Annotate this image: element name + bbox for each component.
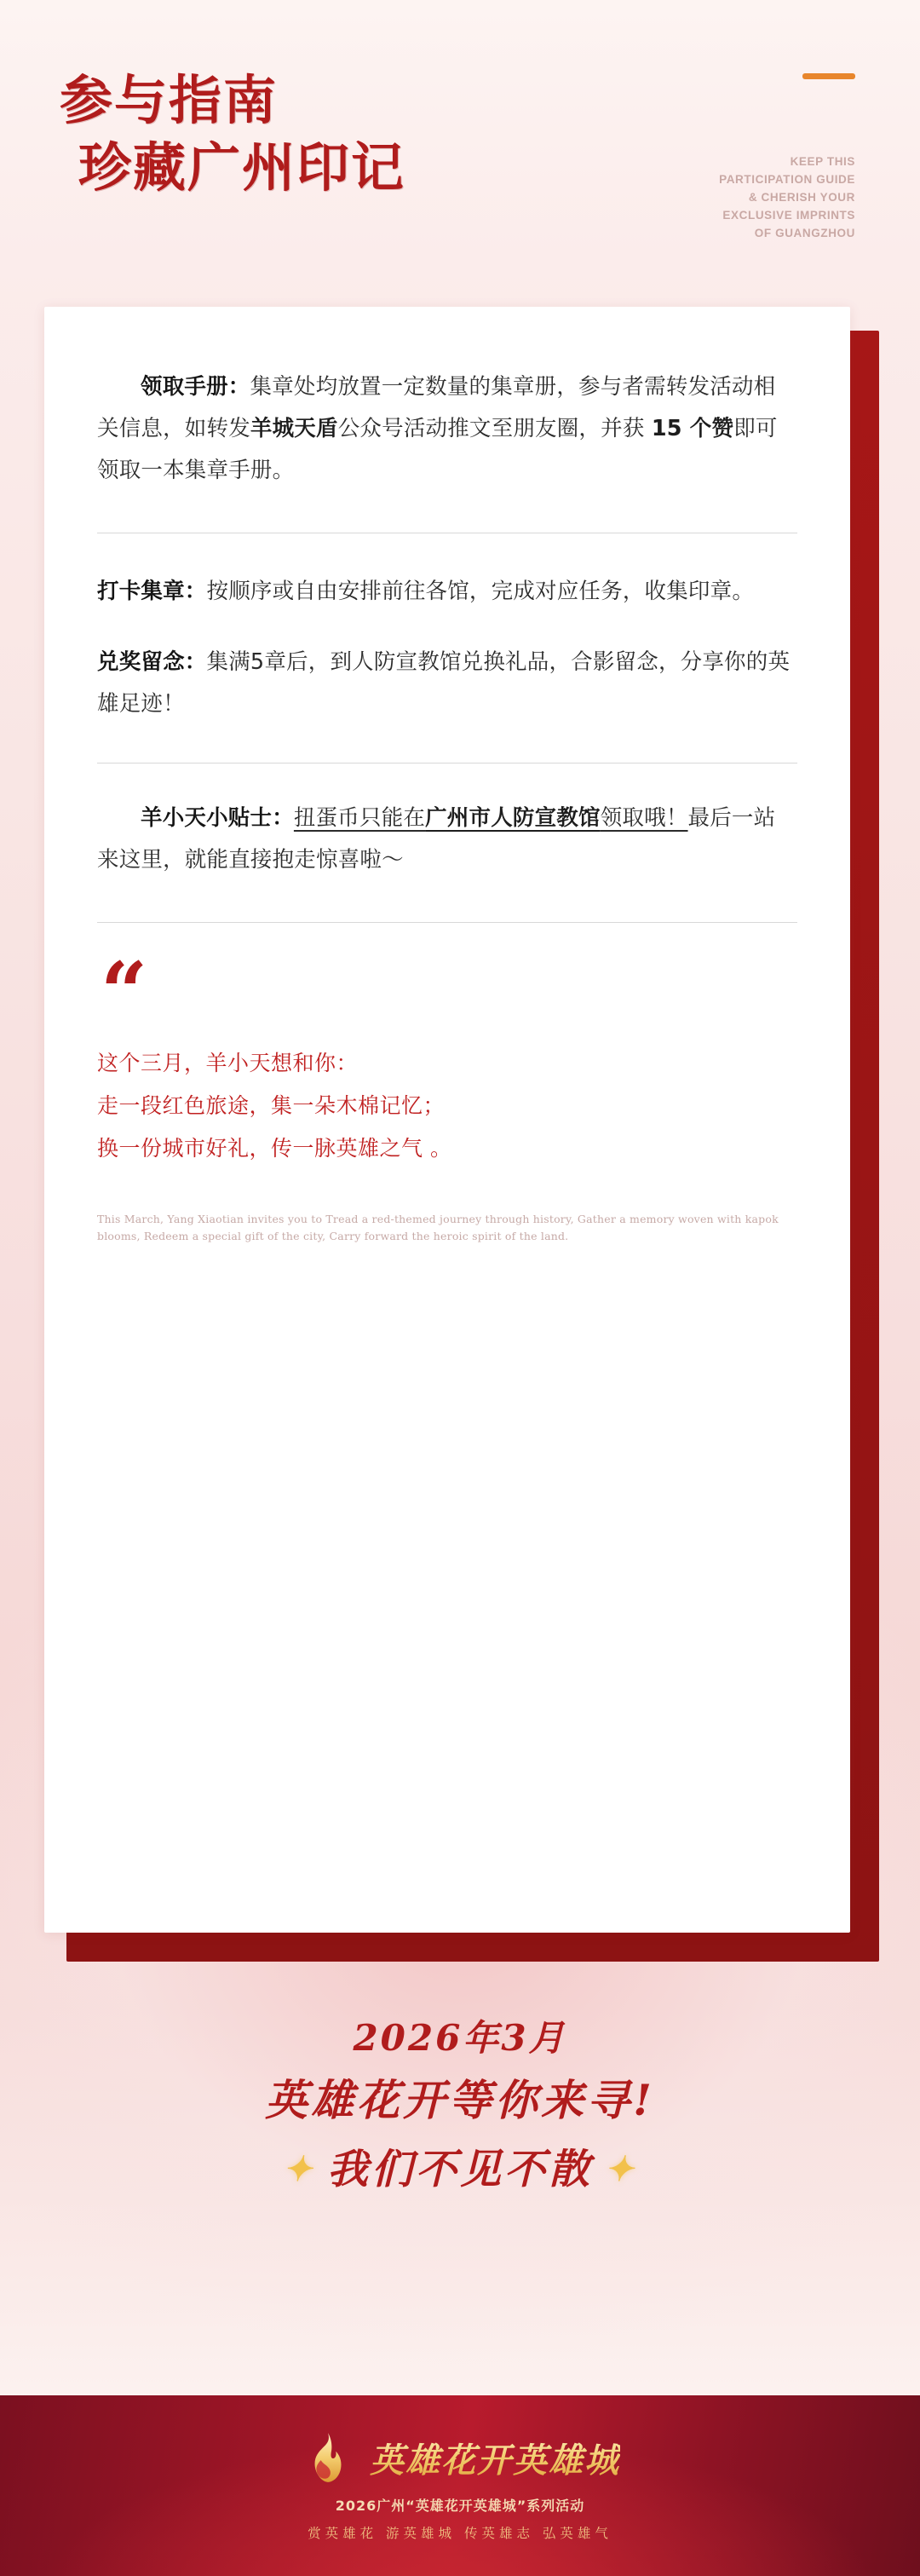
poster-header [0, 0, 920, 307]
content-card-wrapper [44, 307, 876, 1962]
sparkle-right-icon: ✦ [605, 2149, 637, 2190]
tip-underline-a: 扭蛋币只能在 [293, 804, 426, 831]
en-line-3: & CHERISH YOUR [748, 190, 855, 204]
calligraphy-block [0, 2011, 920, 2199]
step-1-highlight-b: 15 个赞 [651, 415, 734, 441]
footer-logo-row [300, 2430, 620, 2487]
step-1-block [97, 366, 797, 492]
calligraphy-line-3: 我们不见不散 [326, 2145, 593, 2193]
tip-text: 最后一站来这里，就能直接抱走惊喜啦～ [97, 804, 776, 873]
calligraphy-line-3-row [0, 2141, 920, 2200]
en-line-2: PARTICIPATION GUIDE [719, 172, 855, 186]
footer-logo-text: 英雄花开英雄城 [370, 2434, 620, 2482]
step-2-text: 按顺序或自由安排前往各馆，完成对应任务，收集印章。 [206, 578, 755, 604]
content-card [44, 307, 850, 1933]
quote-line-1: 这个三月，羊小天想和你： [97, 1050, 359, 1075]
step-3-label: 兑奖留念： [97, 648, 207, 675]
quote-english-translation: This March, Yang Xiaotian invites you to Tread a red-themed journey through history, Gather a memory woven with kapok blooms, Redeem a special gift of the city, Carry forward the heroic spirit of the land. [97, 1212, 779, 1243]
tip-paragraph [97, 798, 797, 881]
flame-fist-icon [300, 2430, 356, 2487]
footer-content [0, 2395, 920, 2576]
quote-line-3: 换一份城市好礼，传一脉英雄之气 。 [97, 1135, 452, 1161]
tip-label: 羊小天小贴士： [141, 804, 294, 831]
step-3-text: 集满5章后，到人防宣教馆兑换礼品，合影留念，分享你的英雄足迹！ [97, 648, 791, 717]
footer-banner [0, 2395, 920, 2576]
divider-2 [97, 763, 797, 764]
step-1-text-c: 即可领取一本集章手册。 [97, 415, 778, 483]
calligraphy-line-1: 2026年3月 [353, 2017, 567, 2059]
title-line-1: 参与指南 [60, 69, 279, 131]
step-1-paragraph [97, 366, 797, 492]
step-1-highlight-a: 羊城天盾 [250, 415, 338, 441]
step-2-label: 打卡集章： [97, 578, 207, 604]
step-2-block [97, 571, 797, 613]
quote-line-2: 走一段红色旅途，集一朵木棉记忆； [97, 1092, 446, 1118]
step-1-text-a: 集章处均放置一定数量的集章册，参与者需转发活动相关信息，如转发 [97, 374, 776, 441]
quote-block [97, 943, 797, 1246]
footer-subtitle: 2026广州“英雄花开英雄城”系列活动 [335, 2497, 585, 2514]
step-3-block [97, 642, 797, 725]
title-line-2: 珍藏广州印记 [78, 136, 406, 199]
step-1-text-b: 公众号活动推文至朋友圈，并获 [337, 415, 652, 441]
step-2-paragraph [97, 571, 797, 613]
divider-3 [97, 922, 797, 923]
en-line-1: KEEP THIS [790, 155, 855, 168]
tip-underline-c: 领取哦！ [600, 804, 688, 831]
calligraphy-line-2: 英雄花开等你来寻! [265, 2075, 655, 2125]
footer-slogan: 赏英雄花 游英雄城 传英雄志 弘英雄气 [308, 2525, 612, 2541]
step-1-label: 领取手册： [141, 374, 250, 400]
quote-mark-icon: “ [101, 943, 148, 1040]
sparkle-left-icon: ✦ [283, 2149, 315, 2190]
en-line-4: EXCLUSIVE IMPRINTS [722, 208, 855, 222]
tip-underline-b: 广州市人防宣教馆 [425, 804, 601, 831]
page-title [60, 66, 860, 202]
step-3-paragraph [97, 642, 797, 725]
en-line-5: OF GUANGZHOU [754, 226, 855, 239]
tip-block [97, 798, 797, 881]
